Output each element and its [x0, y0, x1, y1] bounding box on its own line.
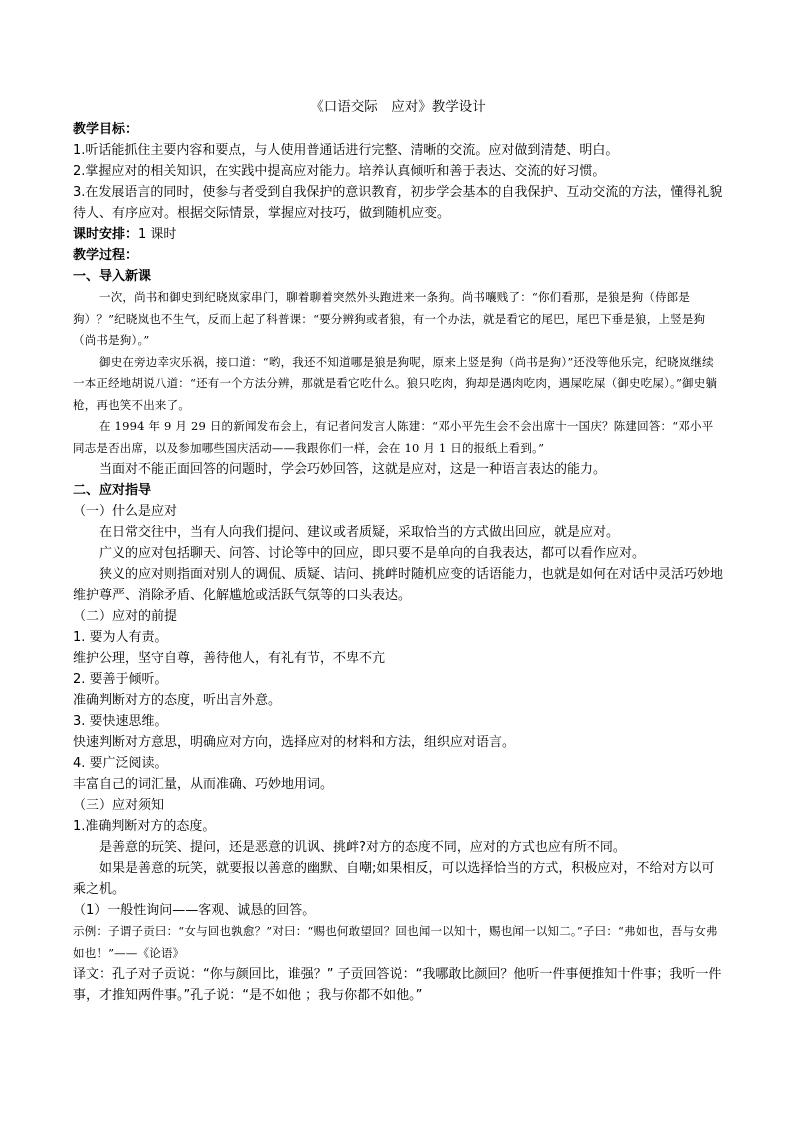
- schedule-label: 课时安排：: [73, 227, 139, 242]
- document-page: [73, 96, 723, 1006]
- section2-heading: 二、应对指导: [73, 483, 152, 498]
- schedule-value: 1 课时: [138, 227, 177, 242]
- part1-paragraph-3: 狭义的应对则指面对别人的调侃、质疑、诘问、挑衅时随机应变的话语能力，也就是如何在对话中灵活巧妙地维护尊严、消除矛盾、化解尴尬或活跃气氛等的口头表达。: [73, 567, 724, 603]
- premise-4-text: 丰富自己的词汇量，从而准确、巧妙地用词。: [73, 777, 334, 792]
- notice-paragraph-1: 是善意的玩笑、提问，还是恶意的讥讽、挑衅?对方的态度不同，应对的方式也应有所不同。: [99, 840, 626, 855]
- notice-subheading-1: （1）一般性询问——客观、诚恳的回答。: [73, 903, 316, 918]
- story-paragraph-3: 在 1994 年 9 月 29 日的新闻发布会上，有记者问发言人陈建：“邓小平先生会不会出席十一国庆？陈建回答：“邓小平同志是否出席，以及参加哪些国庆活动——我跟你们一样，会在 10 月 1 日的报纸上看到。”: [73, 419, 714, 455]
- part3-heading: （三）应对须知: [73, 798, 165, 813]
- goal-item-3: 3.在发展语言的同时，使参与者受到自我保护的意识教育，初步学会基本的自我保护、互动交流的方法，懂得礼貌待人、有序应对。根据交际情景，掌握应对技巧，做到随机应变。: [73, 185, 723, 221]
- part1-paragraph-2: 广义的应对包括聊天、问答、讨论等中的回应，即只要不是单向的自我表达，都可以看作应对。: [99, 546, 646, 561]
- document-title: 《口语交际 应对》教学设计: [310, 99, 486, 115]
- part1-heading: （一）什么是应对: [73, 504, 178, 519]
- part1-paragraph-1: 在日常交往中，当有人向我们提问、建议或者质疑，采取恰当的方式做出回应，就是应对。: [99, 525, 620, 540]
- goal-item-2: 2.掌握应对的相关知识，在实践中提高应对能力。培养认真倾听和善于表达、交流的好习惯。: [73, 164, 606, 179]
- premise-2-title: 2. 要善于倾听。: [73, 672, 168, 687]
- notice-item-1: 1.准确判断对方的态度。: [73, 819, 216, 834]
- story-paragraph-1: 一次，尚书和御史到纪晓岚家串门，聊着聊着突然外头跑进来一条狗。尚书嚷贱了：“你们看那，是狼是狗（侍郎是狗）？”纪晓岚也不生气，反而上起了科普课：“要分辨狗或者狼，有一个办法，就是看它的尾巴，尾巴下垂是狼，上竖是狗（尚书是狗）。”: [73, 290, 706, 347]
- premise-3-text: 快速判断对方意思，明确应对方向，选择应对的材料和方法，组织应对语言。: [73, 735, 516, 750]
- process-heading: 教学过程：: [73, 248, 139, 263]
- premise-2-text: 准确判断对方的态度，听出言外意。: [73, 693, 282, 708]
- goal-item-1: 1.听话能抓住主要内容和要点，与人使用普通话进行完整、清晰的交流。应对做到清楚、明白。: [73, 143, 619, 158]
- premise-1-title: 1. 要为人有责。: [73, 630, 168, 645]
- story-paragraph-2: 御史在旁边幸灾乐祸，接口道：“哟，我还不知道哪是狼是狗呢，原来上竖是狗（尚书是狗）”还没等他乐完，纪晓岚继续一本正经地胡说八道：“还有一个方法分辨，那就是看它吃什么。狼只吃肉，狗却是遇肉吃肉，遇屎吃屎（御史吃屎）。”御史躺枪，再也笑不出来了。: [73, 354, 718, 412]
- part2-heading: （二）应对的前提: [73, 609, 178, 624]
- goals-heading: 教学目标：: [73, 122, 139, 137]
- premise-4-title: 4. 要广泛阅读。: [73, 756, 168, 771]
- example-translation: 译文：孔子对子贡说：“你与颜回比，谁强？” 子贡回答说：“我哪敢比颜回？他听一件事便推知十件事；我听一件事，才推知两件事。”孔子说：“是不如他 ；我与你都不如他。”: [73, 967, 722, 1003]
- schedule-line: [73, 224, 723, 245]
- premise-3-title: 3. 要快速思维。: [73, 714, 168, 729]
- example-quote: 示例：子谓子贡曰：“女与回也孰愈？”对曰：“赐也何敢望回？回也闻一以知十，赐也闻一以知二。”子曰：“弗如也，吾与女弗如也！”——《论语》: [73, 924, 718, 960]
- section1-summary: 当面对不能正面回答的问题时，学会巧妙回答，这就是应对，这是一种语言表达的能力。: [99, 462, 607, 477]
- notice-paragraph-2: 如果是善意的玩笑，就要报以善意的幽默、自嘲;如果相反，可以选择恰当的方式，积极应对，不给对方以可乘之机。: [73, 861, 715, 897]
- premise-1-text: 维护公理，坚守自尊，善待他人，有礼有节，不卑不亢: [73, 651, 386, 666]
- section1-heading: 一、导入新课: [73, 269, 152, 284]
